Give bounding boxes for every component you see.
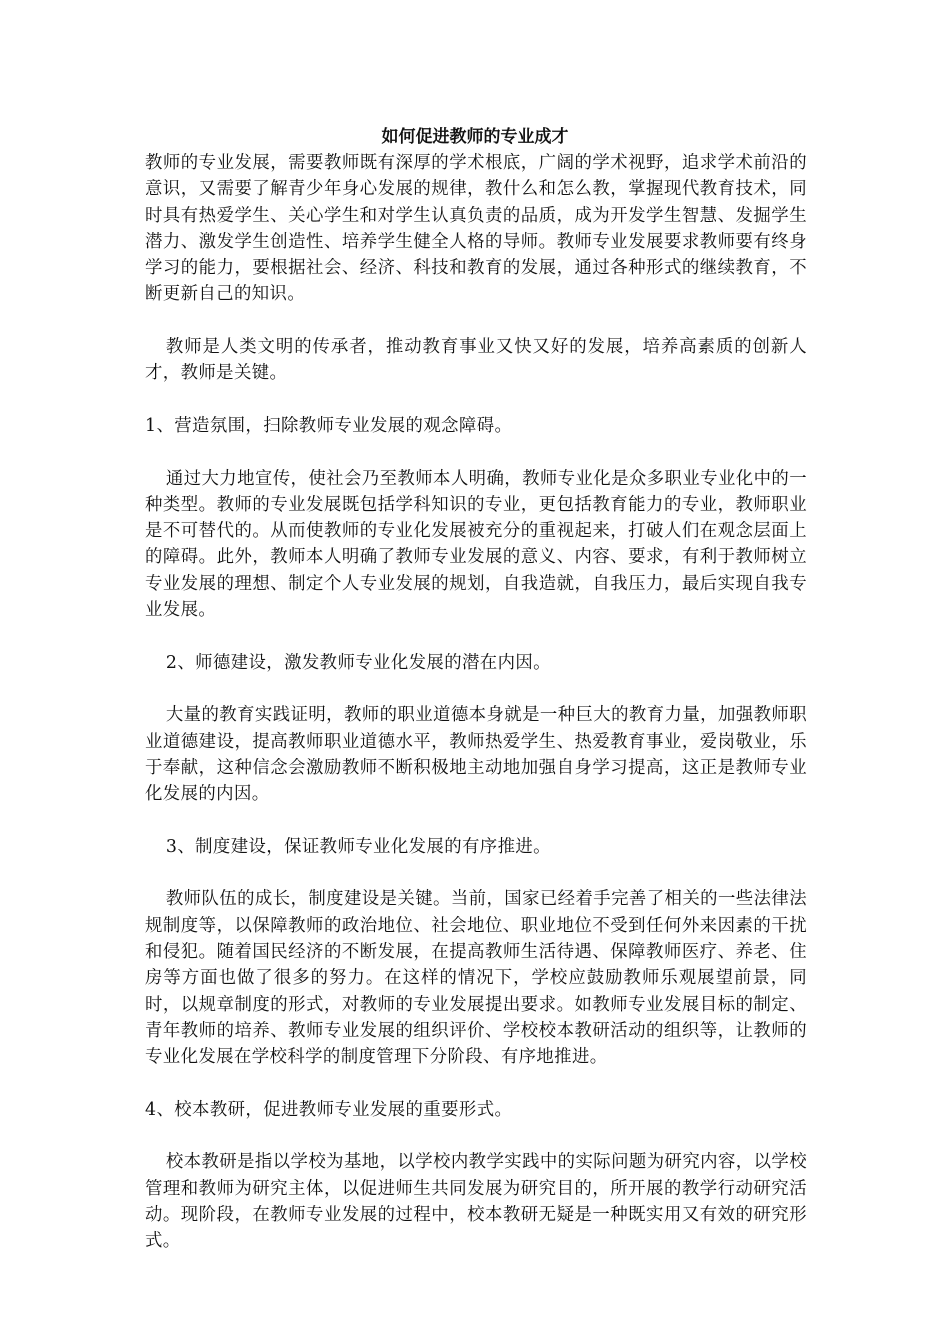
document-title: 如何促进教师的专业成才: [381, 127, 569, 147]
section-3-heading: 3、制度建设，保证教师专业化发展的有序推进。: [165, 836, 551, 857]
section-2-paragraph: 大量的教育实践证明，教师的职业道德本身就是一种巨大的教育力量，加强教师职业道德建设，提高教师职业道德水平，教师热爱学生、热爱教育事业，爱岗敬业，乐于奉献，这种信念会激励教师不断积极地主动地加强自身学习提高，这正是教师专业化发展的内因。: [145, 705, 807, 805]
paragraph-teacher-role: 教师是人类文明的传承者，推动教育事业又快又好的发展，培养高素质的创新人才，教师是关键。: [145, 337, 807, 384]
section-4-paragraph: 校本教研是指以学校为基地，以学校内教学实践中的实际问题为研究内容，以学校管理和教师为研究主体，以促进师生共同发展为研究目的，所开展的教学行动研究活动。现阶段，在教师专业发展的过程中，校本教研无疑是一种既实用又有效的研究形式。: [145, 1152, 807, 1252]
intro-paragraph: 教师的专业发展，需要教师既有深厚的学术根底，广阔的学术视野，追求学术前沿的意识，又需要了解青少年身心发展的规律，教什么和怎么教，掌握现代教育技术，同时具有热爱学生、关心学生和对学生认真负责的品质，成为开发学生智慧、发掘学生潜力、激发学生创造性、培养学生健全人格的导师。教师专业发展要求教师要有终身学习的能力，要根据社会、经济、科技和教育的发展，通过各种形式的继续教育，不断更新自己的知识。: [145, 153, 807, 305]
document-body: [145, 150, 807, 1281]
section-3-paragraph: 教师队伍的成长，制度建设是关键。当前，国家已经着手完善了相关的一些法律法规制度等，以保障教师的政治地位、社会地位、职业地位不受到任何外来因素的干扰和侵犯。随着国民经济的不断发展，在提高教师生活待遇、保障教师医疗、养老、住房等方面也做了很多的努力。在这样的情况下，学校应鼓励教师乐观展望前景，同时，以规章制度的形式，对教师的专业发展提出要求。如教师专业发展目标的制定、青年教师的培养、教师专业发展的组织评价、学校校本教研活动的组织等，让教师的专业化发展在学校科学的制度管理下分阶段、有序地推进。: [145, 889, 807, 1068]
section-1-paragraph: 通过大力地宣传，使社会乃至教师本人明确，教师专业化是众多职业专业化中的一种类型。教师的专业发展既包括学科知识的专业，更包括教育能力的专业，教师职业是不可替代的。从而使教师的专业化发展被充分的重视起来，打破人们在观念层面上的障碍。此外，教师本人明确了教师专业发展的意义、内容、要求，有利于教师树立专业发展的理想、制定个人专业发展的规划，自我造就，自我压力，最后实现自我专业发展。: [145, 468, 807, 621]
section-2-heading: 2、师德建设，激发教师专业化发展的潜在内因。: [165, 652, 551, 673]
section-4-heading: 4、校本教研，促进教师专业发展的重要形式。: [145, 1099, 513, 1120]
section-1-heading: 1、营造氛围，扫除教师专业发展的观念障碍。: [145, 415, 513, 436]
